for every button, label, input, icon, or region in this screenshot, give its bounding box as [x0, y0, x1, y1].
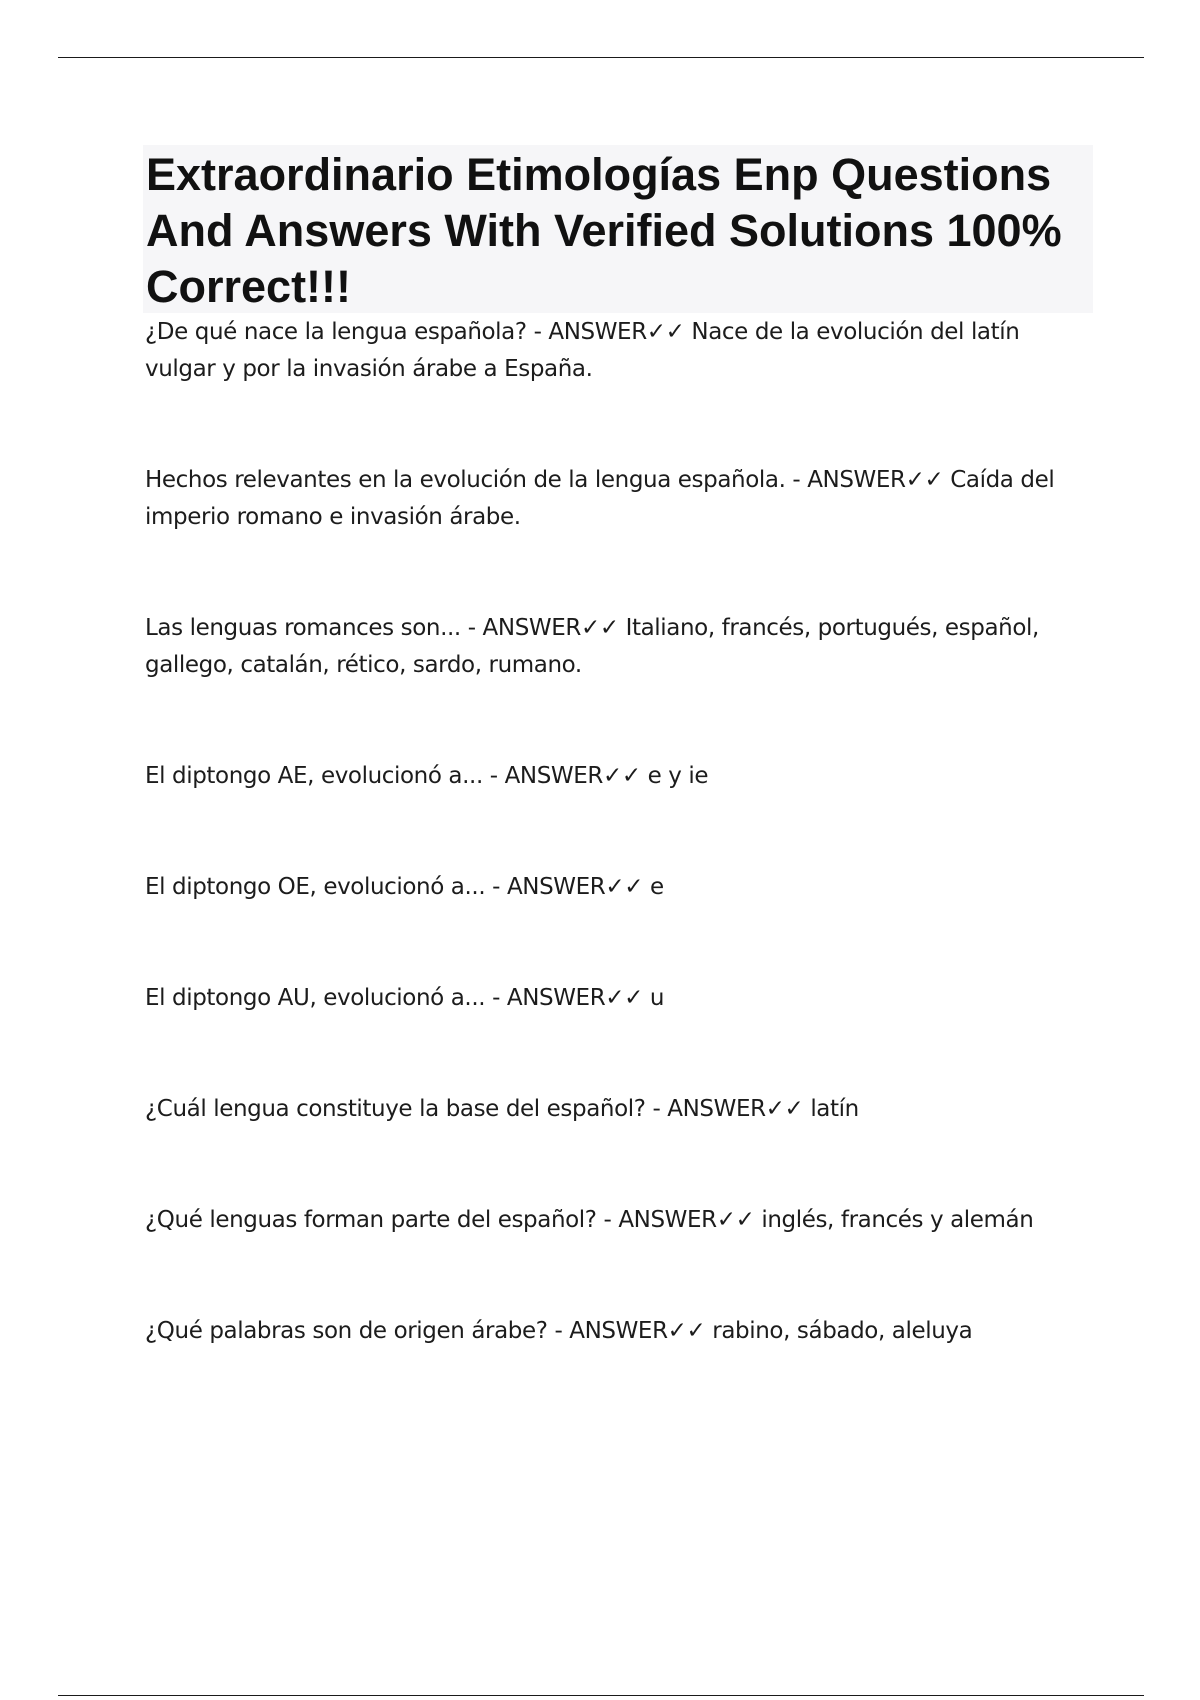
- qa-item-2: Hechos relevantes en la evolución de la lengua española. - ANSWER✓✓ Caída del imperio romano e invasión árabe.: [145, 467, 1055, 530]
- qa-item-3: Las lenguas romances son... - ANSWER✓✓ Italiano, francés, portugués, español, gallego, catalán, rético, sardo, rumano.: [145, 615, 1039, 678]
- qa-item-6: El diptongo AU, evolucionó a... - ANSWER✓✓ u: [145, 985, 665, 1011]
- qa-item-1: ¿De qué nace la lengua española? - ANSWER✓✓ Nace de la evolución del latín vulgar y por la invasión árabe a España.: [145, 319, 1020, 382]
- qa-item-9: ¿Qué palabras son de origen árabe? - ANSWER✓✓ rabino, sábado, aleluya: [145, 1318, 973, 1344]
- qa-item-4: El diptongo AE, evolucionó a... - ANSWER✓✓ e y ie: [145, 763, 709, 789]
- top-rule: [58, 57, 1144, 58]
- qa-item-5: El diptongo OE, evolucionó a... - ANSWER✓✓ e: [145, 874, 664, 900]
- qa-item-7: ¿Cuál lengua constituye la base del español? - ANSWER✓✓ latín: [145, 1096, 859, 1122]
- bottom-rule: [58, 1695, 1144, 1696]
- qa-item-8: ¿Qué lenguas forman parte del español? - ANSWER✓✓ inglés, francés y alemán: [145, 1207, 1034, 1233]
- document-title: Extraordinario Etimologías Enp Questions And Answers With Verified Solutions 100% Correct!!!: [146, 149, 1062, 312]
